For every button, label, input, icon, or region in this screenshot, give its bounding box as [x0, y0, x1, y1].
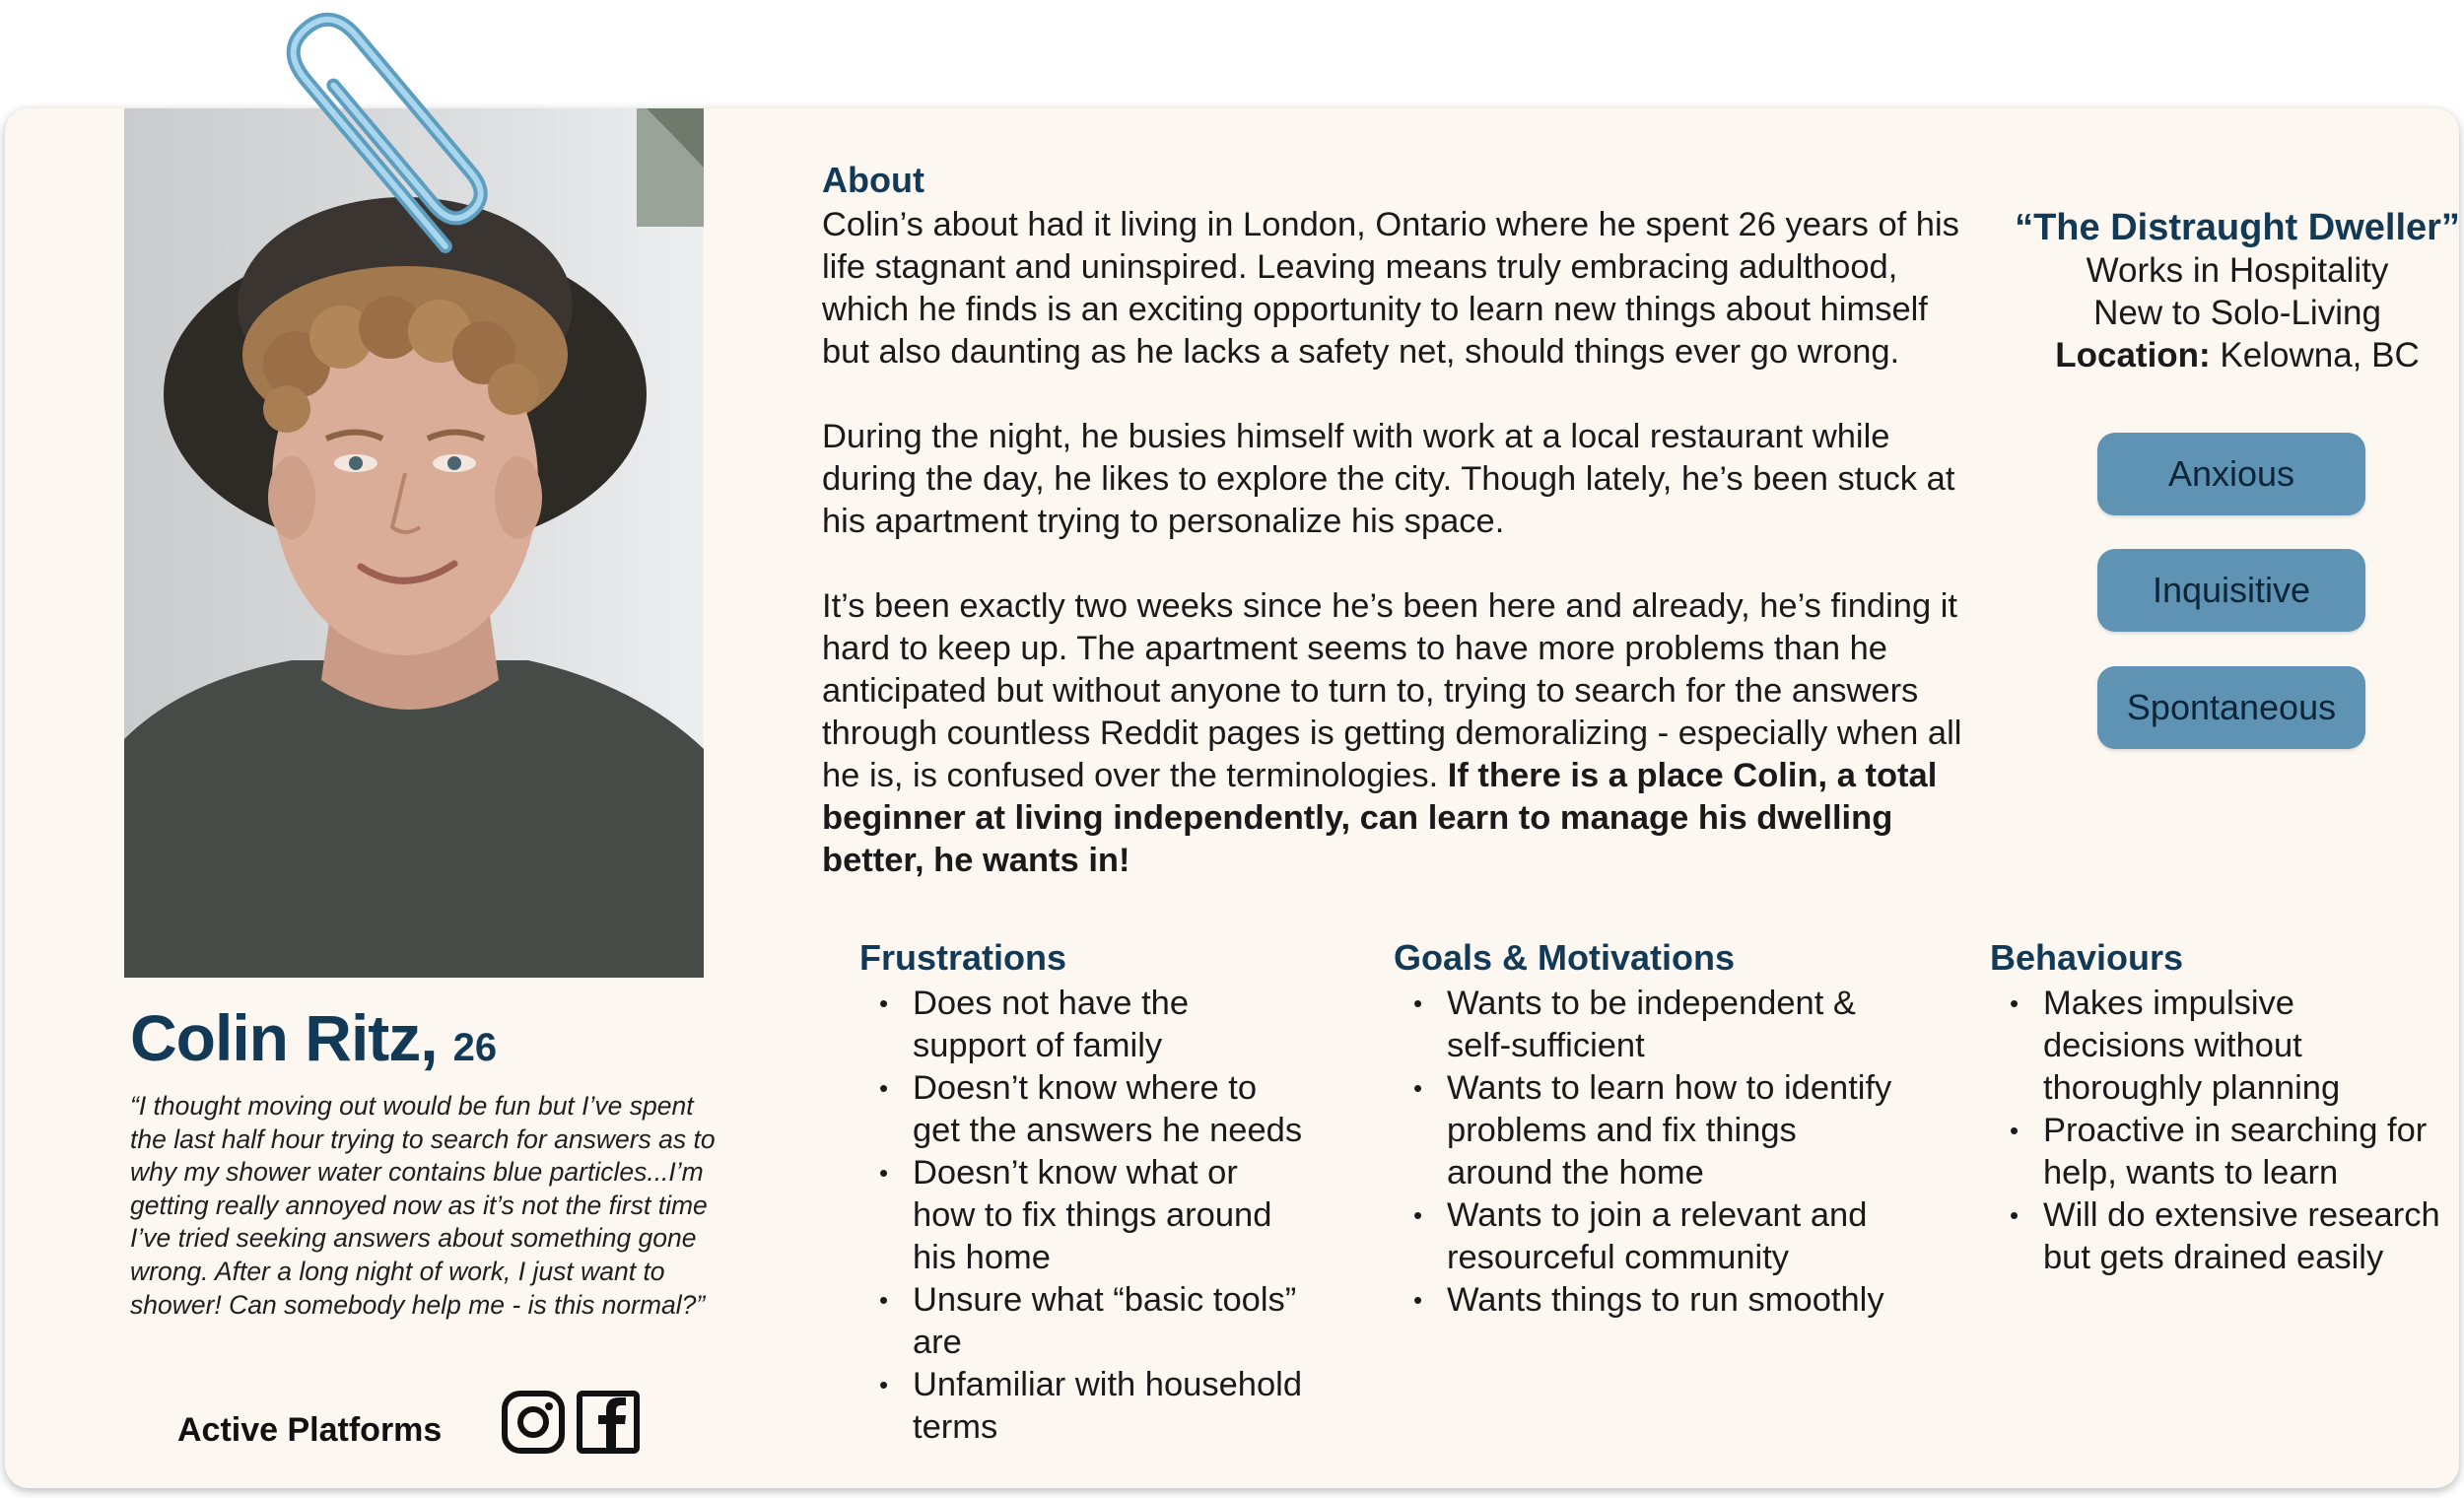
list-item: • Unfamiliar with household terms — [859, 1364, 1303, 1449]
about-paragraph-3-bold: If there is a place Colin, a total beginner at living independently, can learn to manage his dwelling better, he wants in! — [822, 757, 1938, 879]
goals-section — [1394, 936, 1965, 1322]
persona-name: Colin Ritz, — [130, 1001, 438, 1074]
persona-living-status: New to Solo-Living — [2093, 294, 2381, 332]
list-item: • Doesn’t know what or how to fix things around his home — [859, 1152, 1303, 1279]
list-item: • Does not have the support of family — [859, 983, 1303, 1067]
persona-quote: “I thought moving out would be fun but I’ve spent the last half hour trying to search for answers as to why my shower water contains blue particles...I’m getting really annoyed now as it’s not the first time I’ve tried seeking answers about something gone wrong. After a long night of work, I just want to shower! Can somebody help me - is this normal?” — [130, 1091, 716, 1320]
persona-location — [1991, 334, 2464, 376]
active-platforms-label: Active Platforms — [177, 1411, 443, 1449]
list-item: • Unsure what “basic tools” are — [859, 1279, 1303, 1364]
list-item: • Wants to join a relevant and resourceful community — [1394, 1194, 1906, 1279]
behaviours-section — [1990, 936, 2453, 1279]
frustrations-section — [859, 936, 1372, 1449]
trait-badge: Spontaneous — [2097, 666, 2365, 749]
list-item: • Wants things to run smoothly — [1394, 1279, 1906, 1322]
about-paragraph-1: Colin’s about had it living in London, Ontario where he spent 26 years of his life stagnant and uninspired. Leaving means truly embracing adulthood, which he finds is an exciting opportunity to learn new things about himself but also daunting as he lacks a safety net, should things ever go wrong. — [822, 206, 1959, 371]
facebook-icon[interactable] — [576, 1390, 641, 1455]
instagram-icon[interactable] — [501, 1390, 566, 1455]
location-label: Location: — [2055, 336, 2211, 374]
about-heading: About — [822, 160, 924, 200]
about-paragraph-3-regular: It’s been exactly two weeks since he’s been here and already, he’s finding it hard to keep up. The apartment seems to have more problems than he anticipated but without anyone to turn to, trying to search for the answers through countless Reddit pages is getting demoralizing - especially when all he is, is confused over the terminologies. — [822, 587, 1962, 794]
goals-heading: Goals & Motivations — [1394, 937, 1736, 978]
frustrations-heading: Frustrations — [859, 937, 1067, 978]
persona-age: 26 — [452, 1026, 498, 1069]
persona-tagline — [1991, 207, 2464, 376]
list-item: • Wants to be independent & self-sufficient — [1394, 983, 1906, 1067]
behaviours-heading: Behaviours — [1990, 937, 2184, 978]
list-item: • Makes impulsive decisions without thoroughly planning — [1990, 983, 2443, 1110]
persona-occupation: Works in Hospitality — [2086, 251, 2389, 290]
list-item: • Will do extensive research but gets drained easily — [1990, 1194, 2443, 1279]
about-paragraph-2: During the night, he busies himself with work at a local restaurant while during the day, he likes to explore the city. Though lately, he’s been stuck at his apartment trying to personalize his space. — [822, 418, 1955, 540]
trait-badge: Inquisitive — [2097, 549, 2365, 632]
list-item: • Doesn’t know where to get the answers he needs — [859, 1067, 1303, 1152]
persona-archetype: “The Distraught Dweller” — [2015, 207, 2460, 248]
about-paragraph-3 — [822, 585, 1965, 882]
list-item: • Wants to learn how to identify problems and fix things around the home — [1394, 1067, 1906, 1194]
about-text — [822, 204, 1965, 882]
list-item: • Proactive in searching for help, wants to learn — [1990, 1110, 2443, 1194]
paperclip-icon — [244, 0, 513, 278]
location-value: Kelowna, BC — [2210, 336, 2420, 374]
trait-badge: Anxious — [2097, 433, 2365, 515]
persona-name-line — [130, 1000, 497, 1075]
